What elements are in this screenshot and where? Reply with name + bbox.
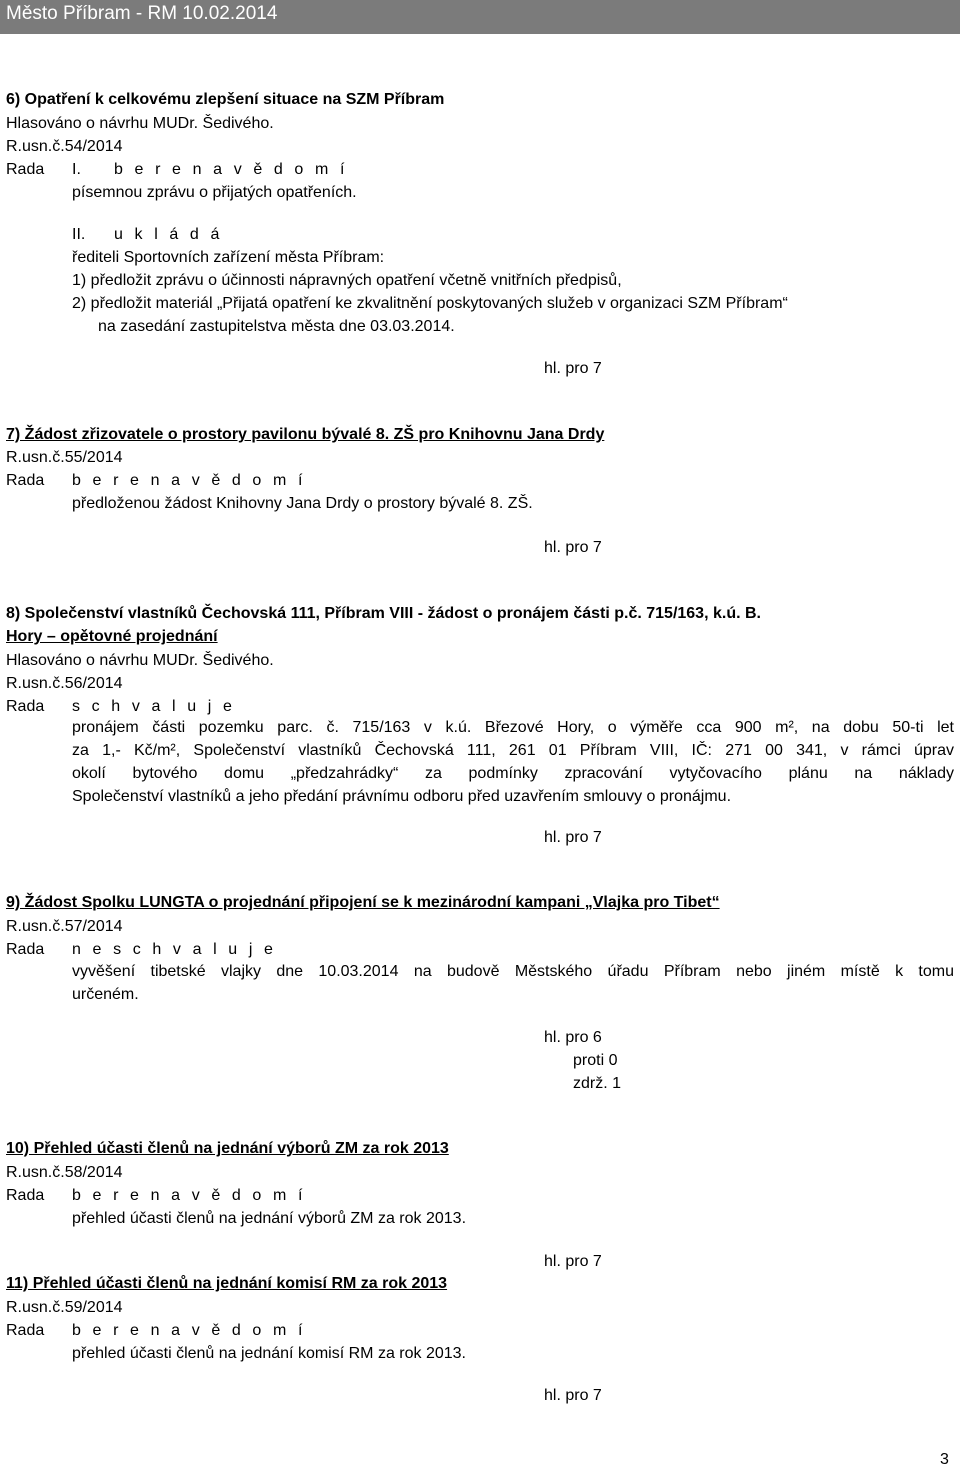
section-11-vote: hl. pro 7 [544, 1387, 602, 1404]
section-8-text-line-1: pronájem části pozemku parc. č. 715/163 v k.ú. Březové Hory, o výměře cca 900 m², na dobu 50-ti let [72, 719, 954, 736]
section-6-voted-on: Hlasováno o návrhu MUDr. Šedivého. [6, 115, 274, 132]
section-8-heading-line-1: 8) Společenství vlastníků Čechovská 111, Příbram VIII - žádost o pronájem části p.č. 715/163, k.ú. B. [6, 605, 761, 622]
page-header-bar [0, 0, 960, 34]
section-6-part-2-line-2: 1) předložit zprávu o účinnosti nápravných opatření včetně vnitřních předpisů, [72, 272, 622, 289]
section-9-vote-abstain: zdrž. 1 [573, 1075, 622, 1092]
section-6-rada-line-1 [6, 160, 348, 179]
part-1-number: I. [72, 161, 81, 178]
section-6-part-2-line-3: 2) předložit materiál „Přijatá opatření ke zkvalitnění poskytovaných služeb v organizaci SZM Příbram“ [72, 295, 788, 312]
section-8-heading-line-2: Hory – opětovné projednání [6, 628, 218, 645]
section-10-text: přehled účasti členů na jednání výborů ZM za rok 2013. [72, 1210, 467, 1227]
section-7-resolution: R.usn.č.55/2014 [6, 449, 123, 466]
rada-label: Rada [6, 1187, 45, 1204]
part-1-verb: b e r e n a v ě d o m í [114, 161, 348, 178]
section-8-text-line-2: za 1,- Kč/m², Společenství vlastníků Čechovská 111, 261 01 Příbram VIII, IČ: 271 00 341, v rámci úprav [72, 742, 954, 759]
section-8-rada-line [6, 697, 235, 716]
section-10-verb: b e r e n a v ě d o m í [72, 1187, 306, 1204]
section-6-part-2-line-1: řediteli Sportovních zařízení města Příbram: [72, 249, 385, 266]
section-9-rada-line [6, 940, 277, 959]
section-9-heading: 9) Žádost Spolku LUNGTA o projednání připojení se k mezinárodní kampani „Vlajka pro Tibet“ [6, 894, 720, 911]
section-7-vote: hl. pro 7 [544, 539, 602, 556]
part-2-number: II. [72, 226, 86, 243]
section-9-vote-for: hl. pro 6 [544, 1029, 602, 1046]
section-6-rada-line-2 [6, 225, 223, 244]
section-7-text: předloženou žádost Knihovny Jana Drdy o prostory bývalé 8. ZŠ. [72, 495, 533, 512]
section-8-voted-on: Hlasováno o návrhu MUDr. Šedivého. [6, 652, 274, 669]
section-11-resolution: R.usn.č.59/2014 [6, 1299, 123, 1316]
section-7-verb: b e r e n a v ě d o m í [72, 472, 306, 489]
section-9-text-line-2: určeném. [72, 986, 139, 1003]
rada-label: Rada [6, 1322, 45, 1339]
section-9-text-line-1: vyvěšení tibetské vlajky dne 10.03.2014 na budově Městského úřadu Příbram nebo jiném místě k tomu [72, 963, 954, 980]
section-9-vote-against: proti 0 [573, 1052, 618, 1069]
part-2-verb: u k l á d á [114, 226, 223, 243]
section-10-resolution: R.usn.č.58/2014 [6, 1164, 123, 1181]
rada-label: Rada [6, 472, 45, 489]
section-8-text-line-3: okolí bytového domu „předzahrádky“ za podmínky zpracování vytyčovacího plánu na náklady [72, 765, 954, 782]
section-8-text-line-4: Společenství vlastníků a jeho předání právnímu odboru před uzavřením smlouvy o pronájmu. [72, 788, 732, 805]
section-9-verb: n e s c h v a l u j e [72, 941, 277, 958]
section-10-heading: 10) Přehled účasti členů na jednání výborů ZM za rok 2013 [6, 1140, 449, 1157]
section-7-rada-line [6, 471, 306, 490]
section-6-heading: 6) Opatření k celkovému zlepšení situace na SZM Příbram [6, 91, 445, 108]
section-8-resolution: R.usn.č.56/2014 [6, 675, 123, 692]
section-10-vote: hl. pro 7 [544, 1253, 602, 1270]
section-6-resolution: R.usn.č.54/2014 [6, 138, 123, 155]
section-8-vote: hl. pro 7 [544, 829, 602, 846]
section-7-heading: 7) Žádost zřizovatele o prostory pavilonu bývalé 8. ZŠ pro Knihovnu Jana Drdy [6, 426, 605, 443]
section-9-text [72, 960, 954, 1006]
page-number: 3 [940, 1451, 949, 1468]
rada-label: Rada [6, 941, 45, 958]
rada-label: Rada [6, 698, 45, 715]
section-10-rada-line [6, 1186, 306, 1205]
rada-label: Rada [6, 161, 45, 178]
section-11-rada-line [6, 1321, 306, 1340]
section-8-verb: s c h v a l u j e [72, 698, 236, 715]
section-6-part-1-text: písemnou zprávu o přijatých opatřeních. [72, 184, 357, 201]
section-11-text: přehled účasti členů na jednání komisí RM za rok 2013. [72, 1345, 466, 1362]
section-9-resolution: R.usn.č.57/2014 [6, 918, 123, 935]
section-6-part-2-line-4: na zasedání zastupitelstva města dne 03.03.2014. [98, 318, 455, 335]
section-11-heading: 11) Přehled účasti členů na jednání komisí RM za rok 2013 [6, 1275, 448, 1292]
section-11-verb: b e r e n a v ě d o m í [72, 1322, 306, 1339]
section-6-vote: hl. pro 7 [544, 360, 602, 377]
page-header-title: Město Příbram - RM 10.02.2014 [6, 3, 278, 24]
section-8-text [72, 716, 954, 808]
